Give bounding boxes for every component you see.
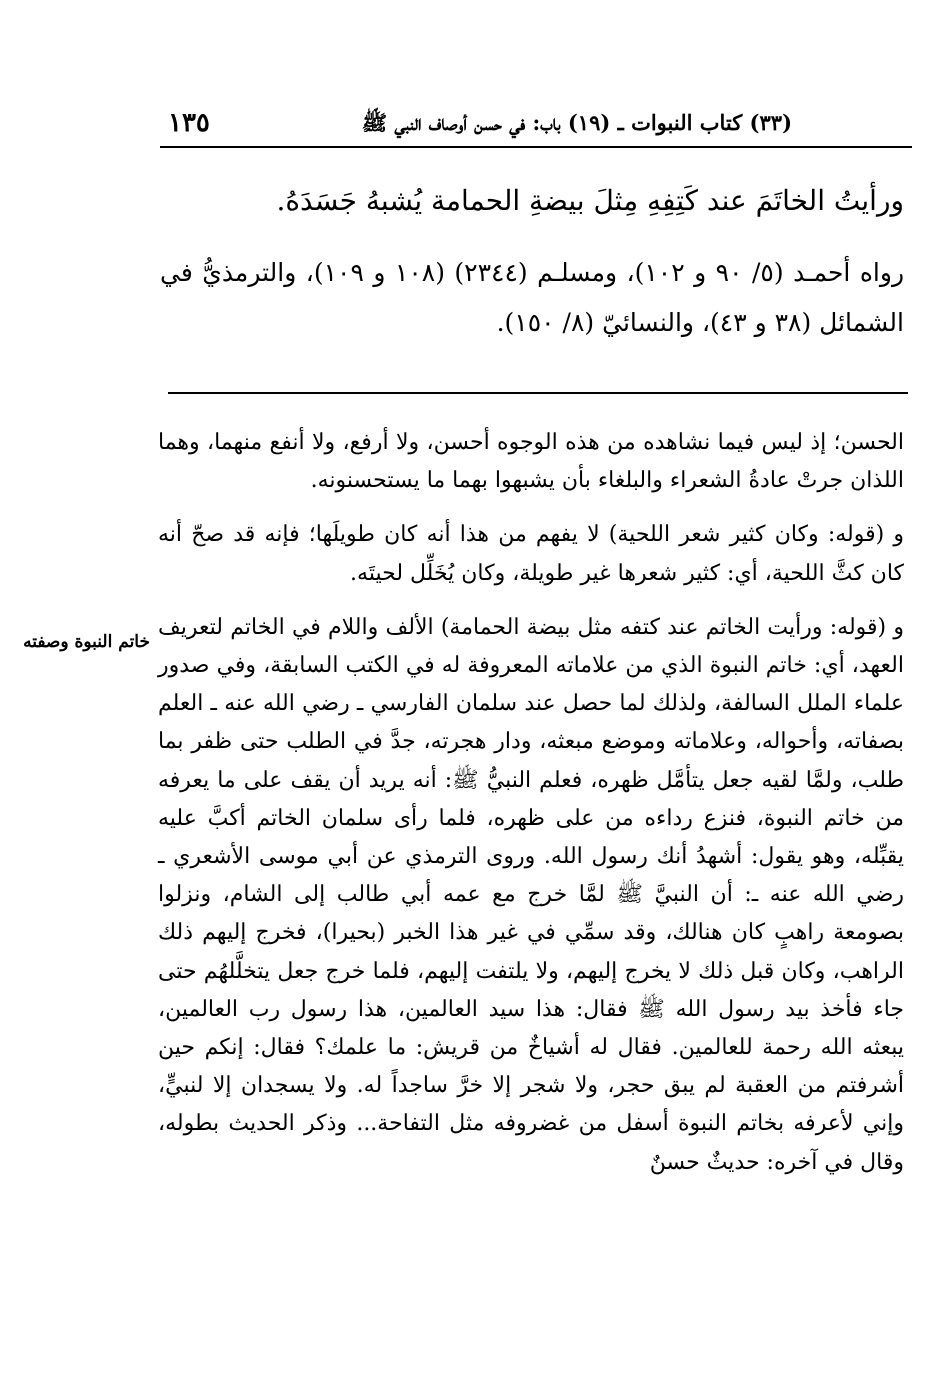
commentary-paragraph-3: و (قوله: ورأيت الخاتم عند كتفه مثل بيضة الحمامة) الألف واللام في الخاتم لتعريف العهد، أي: خاتم النبوة الذي من علاماته المعروفة له في الكتب السابقة، وفي صدور علماء الملل السالفة، ولذلك لما حصل عند سلمان الفارسي ـ رضي الله عنه ـ العلم بصفاته، وأحواله، وعلاماته وموضع مبعثه، ودار هجرته، جدَّ في الطلب حتى ظفر بما طلب، ولمَّا لقيه جعل يتأمَّل ظهره، فعلم النبيُّ ﷺ: أنه يريد أن يقف على ما يعرفه من خاتم النبوة، فنزع رداءه من على ظهره، فلما رأى سلمان الخاتم أكبَّ عليه يقبِّله، وهو يقول: أشهدُ أنك رسول الله. وروى الترمذي عن أبي موسى الأشعري ـ رضي الله عنه ـ: أن النبيَّ ﷺ لمَّا خرج مع عمه أبي طالب إلى الشام، ونزلوا بصومعة راهبٍ كان هنالك، وقد سمِّي في غير هذا الخبر (بحيرا)، فخرج إليهم ذلك الراهب، وكان قبل ذلك لا يخرج إليهم، ولا يلتفت إليهم، فلما خرج جعل يتخلَّلهُم حتى جاء فأخذ بيد رسول الله ﷺ فقال: هذا سيد العالمين، هذا رسول رب العالمين، يبعثه الله رحمة للعالمين. فقال له أشياخٌ من قريش: ما علمك؟ فقال: إنكم حين أشرفتم من العقبة لم يبق حجر، ولا شجر إلا خرَّ ساجداً له. ولا يسجدان إلا لنبيٍّ، وإني لأعرفه بخاتم النبوة أسفل من غضروفه مثل التفاحة... وذكر الحديث بطوله، وقال في آخره: حديثٌ حسنٌ (158, 614, 905, 1175)
running-head: (٣٣) كتاب النبوات ـ (١٩) باب: في حسن أوصاف النبي ﷺ (361, 110, 792, 135)
footnote-rule (168, 392, 908, 394)
hadith-line: ورأيتُ الخاتَمَ عند كَتِفِهِ مِثلَ بيضةِ الحمامة يُشبهُ جَسَدَهُ. (276, 184, 904, 217)
main-text (160, 178, 904, 348)
page-number: ١٣٥ (168, 108, 210, 138)
side-note: خاتم النبوة وصفته (23, 632, 150, 652)
commentary (158, 424, 904, 1198)
header-rule (160, 146, 912, 148)
takhrij-note: رواه أحمـد (٥/ ٩٠ و ١٠٢)، ومسلـم (٢٣٤٤) (١٠٨ و ١٠٩)، والترمذيُّ في الشمائل (٣٨ و ٤٣)، والنسائيّ (٨/ ١٥٠). (160, 258, 905, 337)
commentary-paragraph-2: و (قوله: وكان كثير شعر اللحية) لا يفهم من هذا أنه كان طويلَها؛ فإنه قد صحّ أنه كان كثَّ اللحية، أي: كثير شعرها غير طويلة، وكان يُخَلِّل لحيتَه. (158, 522, 904, 586)
commentary-paragraph-1: الحسن؛ إذ ليس فيما نشاهده من هذه الوجوه أحسن، ولا أرفع، ولا أنفع منهما، وهما اللذان جرتْ عادةُ الشعراء والبلغاء بأن يشبهوا بهما ما يستحسنونه. (158, 430, 904, 494)
